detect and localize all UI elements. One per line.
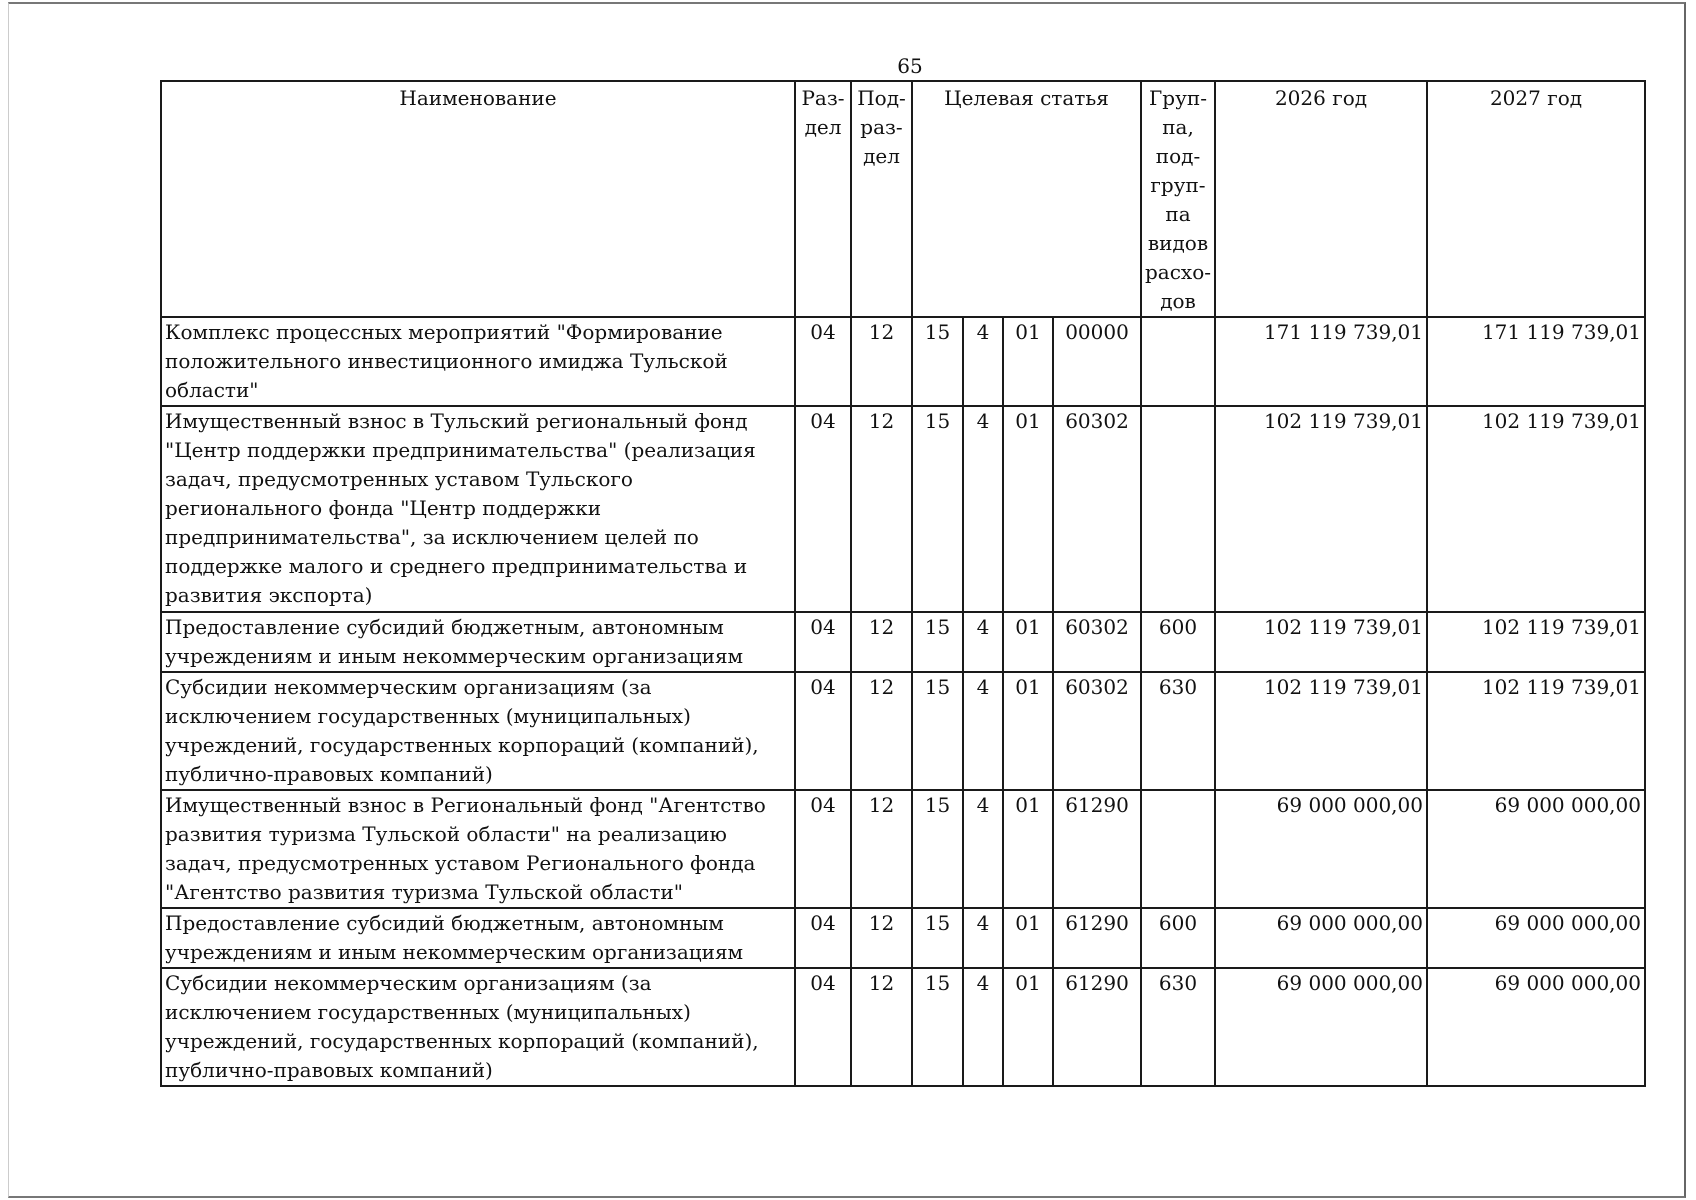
- row-target-type: 4: [963, 612, 1003, 672]
- row-section: 04: [795, 317, 851, 406]
- row-amount-2026: 69 000 000,00: [1215, 968, 1427, 1086]
- row-target-type: 4: [963, 790, 1003, 908]
- row-target-element: 01: [1003, 908, 1053, 968]
- header-section-line: Раз-: [801, 86, 845, 110]
- row-expense-group: 600: [1141, 612, 1215, 672]
- header-expense-group-line: дов: [1160, 289, 1196, 313]
- row-target-program: 15: [912, 790, 963, 908]
- row-target-program: 15: [912, 908, 963, 968]
- row-name: Имущественный взнос в Региональный фонд "Агентство развития туризма Тульской области" на реализацию задач, предусмотренных уставом Регионального фонда "Агентство развития туризма Тульской области": [161, 790, 795, 908]
- header-year-2027: 2027 год: [1427, 81, 1645, 317]
- header-expense-group-line: расхо-: [1145, 260, 1212, 284]
- row-name: Субсидии некоммерческим организациям (за исключением государственных (муниципальных) учреждений, государственных корпораций (компаний), публично-правовых компаний): [161, 968, 795, 1086]
- row-section: 04: [795, 908, 851, 968]
- row-expense-group: [1141, 790, 1215, 908]
- header-name: Наименование: [161, 81, 795, 317]
- row-amount-2026: 102 119 739,01: [1215, 612, 1427, 672]
- header-expense-group-line: видов: [1147, 231, 1209, 255]
- row-section: 04: [795, 672, 851, 790]
- row-target-program: 15: [912, 317, 963, 406]
- header-subsection-line: Под-: [857, 86, 906, 110]
- header-target-item: Целевая статья: [912, 81, 1141, 317]
- row-section: 04: [795, 790, 851, 908]
- header-subsection-line: дел: [863, 144, 900, 168]
- row-target-element: 01: [1003, 790, 1053, 908]
- row-expense-group: 630: [1141, 672, 1215, 790]
- header-expense-group-line: па: [1165, 202, 1191, 226]
- row-section: 04: [795, 406, 851, 612]
- row-amount-2026: 102 119 739,01: [1215, 672, 1427, 790]
- row-target-direction: 60302: [1053, 612, 1141, 672]
- header-subsection: [851, 81, 912, 317]
- row-amount-2026: 69 000 000,00: [1215, 790, 1427, 908]
- row-amount-2027: 102 119 739,01: [1427, 406, 1645, 612]
- row-subsection: 12: [851, 968, 912, 1086]
- row-amount-2027: 69 000 000,00: [1427, 790, 1645, 908]
- row-section: 04: [795, 968, 851, 1086]
- header-expense-group-line: Груп-: [1149, 86, 1207, 110]
- page-number: 65: [897, 54, 923, 78]
- row-amount-2027: 171 119 739,01: [1427, 317, 1645, 406]
- row-name: Предоставление субсидий бюджетным, автономным учреждениям и иным некоммерческим организациям: [161, 612, 795, 672]
- header-subsection-line: раз-: [860, 115, 903, 139]
- table-row: [161, 790, 1645, 908]
- header-expense-group-line: па,: [1162, 115, 1194, 139]
- row-target-direction: 60302: [1053, 672, 1141, 790]
- row-name: Предоставление субсидий бюджетным, автономным учреждениям и иным некоммерческим организациям: [161, 908, 795, 968]
- row-target-direction: 61290: [1053, 968, 1141, 1086]
- row-target-direction: 61290: [1053, 790, 1141, 908]
- row-target-direction: 61290: [1053, 908, 1141, 968]
- table-row: [161, 406, 1645, 612]
- row-subsection: 12: [851, 406, 912, 612]
- row-subsection: 12: [851, 612, 912, 672]
- row-name: Имущественный взнос в Тульский региональный фонд "Центр поддержки предпринимательства" (реализация задач, предусмотренных уставом Тульского регионального фонда "Центр поддержки предпринимательства", за исключением целей по поддержке малого и среднего предпринимательства и развития экспорта): [161, 406, 795, 612]
- row-target-type: 4: [963, 908, 1003, 968]
- table-row: [161, 672, 1645, 790]
- row-target-type: 4: [963, 406, 1003, 612]
- header-section-line: дел: [804, 115, 842, 139]
- row-target-element: 01: [1003, 612, 1053, 672]
- header-expense-group: [1141, 81, 1215, 317]
- row-amount-2027: 69 000 000,00: [1427, 968, 1645, 1086]
- row-target-direction: 00000: [1053, 317, 1141, 406]
- row-expense-group: 600: [1141, 908, 1215, 968]
- row-subsection: 12: [851, 790, 912, 908]
- row-expense-group: [1141, 317, 1215, 406]
- row-expense-group: 630: [1141, 968, 1215, 1086]
- row-target-element: 01: [1003, 406, 1053, 612]
- row-section: 04: [795, 612, 851, 672]
- table-row: [161, 317, 1645, 406]
- row-amount-2026: 171 119 739,01: [1215, 317, 1427, 406]
- row-target-type: 4: [963, 968, 1003, 1086]
- header-expense-group-line: под-: [1155, 144, 1201, 168]
- row-target-element: 01: [1003, 672, 1053, 790]
- row-amount-2027: 69 000 000,00: [1427, 908, 1645, 968]
- row-amount-2027: 102 119 739,01: [1427, 672, 1645, 790]
- header-section: [795, 81, 851, 317]
- row-target-program: 15: [912, 406, 963, 612]
- row-name: Субсидии некоммерческим организациям (за исключением государственных (муниципальных) учреждений, государственных корпораций (компаний), публично-правовых компаний): [161, 672, 795, 790]
- row-target-program: 15: [912, 612, 963, 672]
- row-target-type: 4: [963, 672, 1003, 790]
- row-target-element: 01: [1003, 317, 1053, 406]
- row-target-program: 15: [912, 672, 963, 790]
- row-target-element: 01: [1003, 968, 1053, 1086]
- row-amount-2026: 69 000 000,00: [1215, 908, 1427, 968]
- table-row: [161, 612, 1645, 672]
- row-subsection: 12: [851, 908, 912, 968]
- header-expense-group-line: груп-: [1150, 173, 1206, 197]
- row-target-type: 4: [963, 317, 1003, 406]
- row-name: Комплекс процессных мероприятий "Формирование положительного инвестиционного имиджа Тульской области": [161, 317, 795, 406]
- row-amount-2026: 102 119 739,01: [1215, 406, 1427, 612]
- row-target-program: 15: [912, 968, 963, 1086]
- row-amount-2027: 102 119 739,01: [1427, 612, 1645, 672]
- row-subsection: 12: [851, 317, 912, 406]
- row-subsection: 12: [851, 672, 912, 790]
- table-header-row: [161, 81, 1645, 317]
- row-expense-group: [1141, 406, 1215, 612]
- row-target-direction: 60302: [1053, 406, 1141, 612]
- table-row: [161, 968, 1645, 1086]
- budget-table: [160, 80, 1646, 1087]
- table-row: [161, 908, 1645, 968]
- header-year-2026: 2026 год: [1215, 81, 1427, 317]
